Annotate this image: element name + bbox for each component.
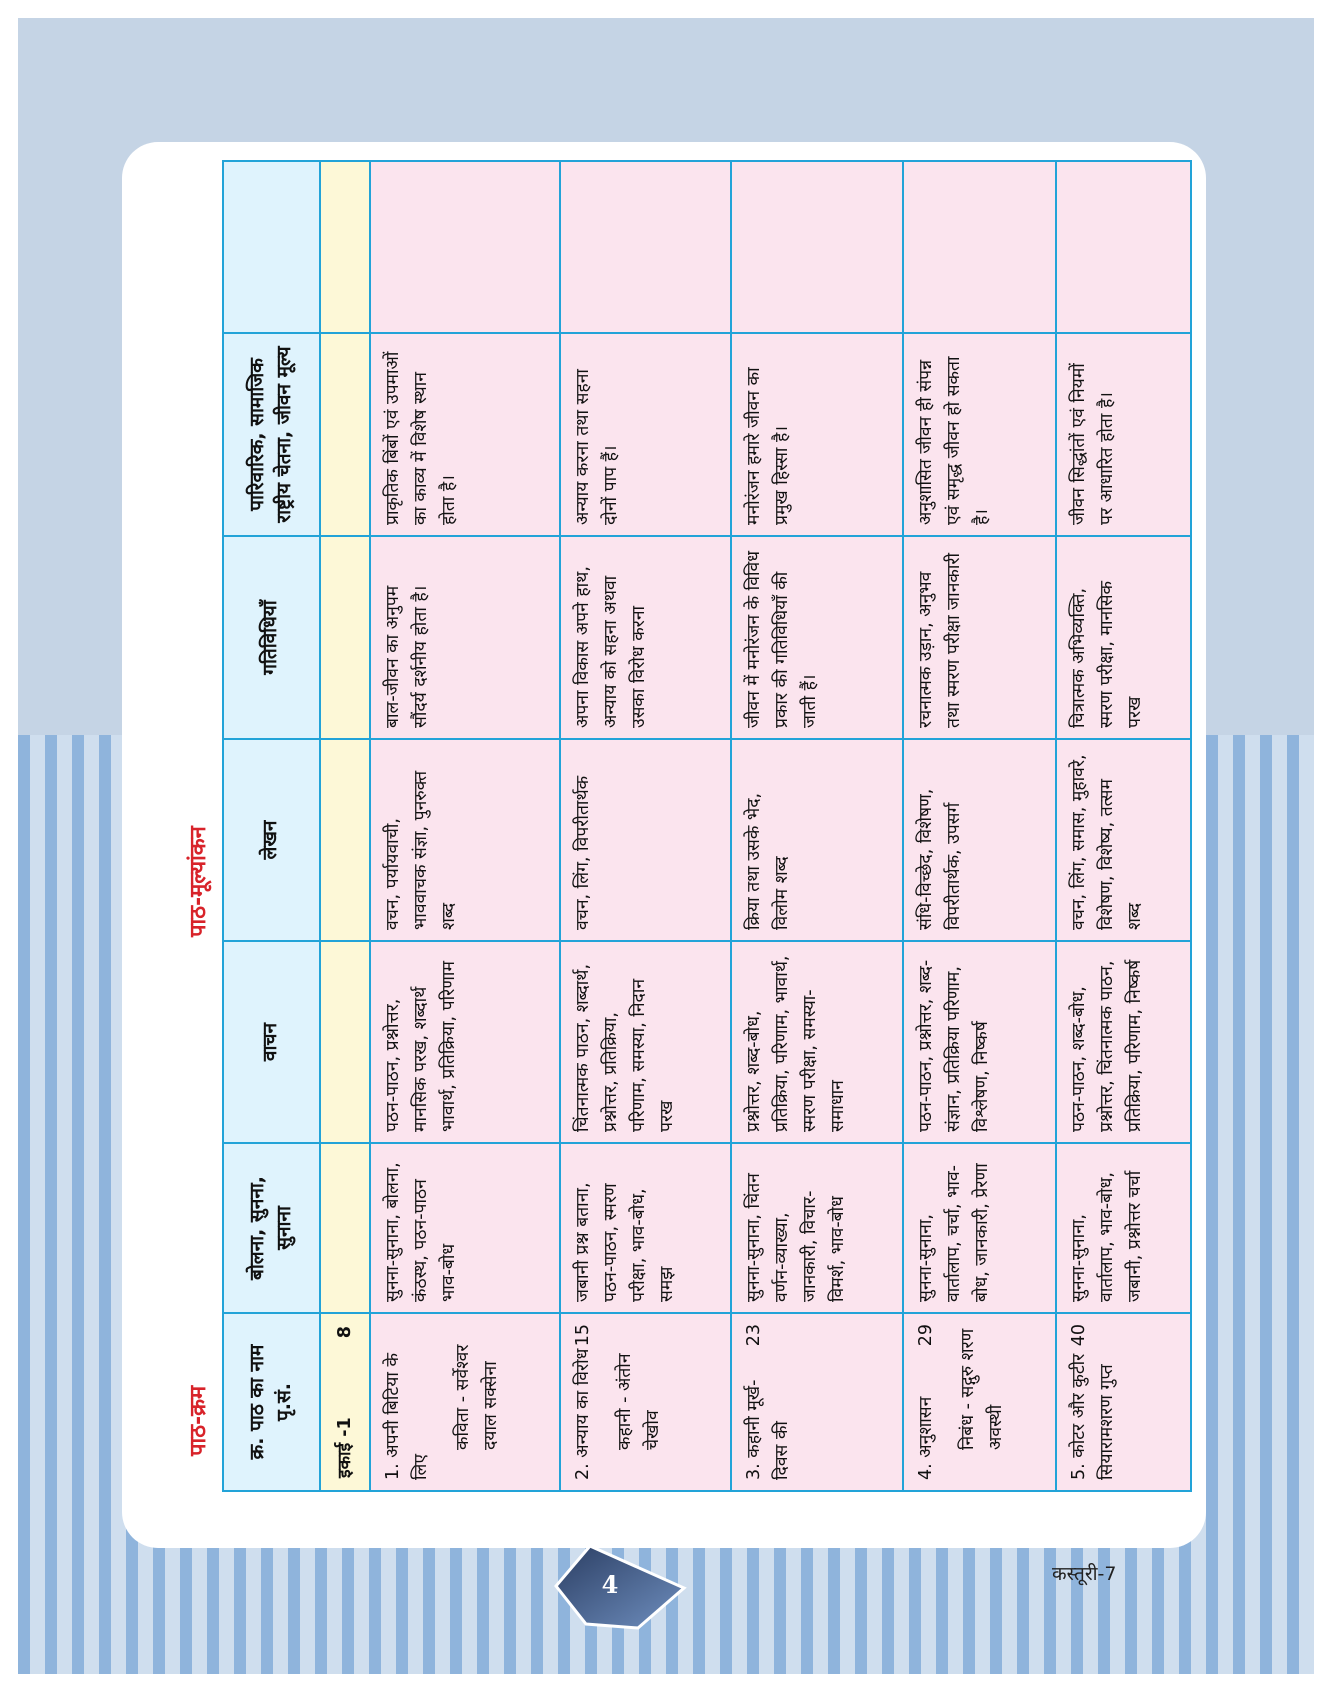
lesson-title-cell bbox=[560, 1313, 732, 1491]
lesson-title-cell bbox=[903, 1313, 1056, 1491]
writing-cell: वचन, लिंग, समास, मुहावरे, विशेषण, विशेष्य, तत्सम शब्द bbox=[1056, 739, 1191, 941]
rotated-table-area bbox=[178, 162, 1192, 1492]
lesson-row bbox=[903, 161, 1056, 1491]
activities-cell: बाल-जीवन का अनुपम सौंदर्य दर्शनीय होता है। bbox=[370, 536, 560, 739]
activities-cell: अपना विकास अपने हाथ, अन्याय को सहना अथवा उसका विरोध करना bbox=[560, 536, 732, 739]
lesson-title: 1. अपनी बिटिया के लिए bbox=[382, 1353, 431, 1480]
lesson-title-cell bbox=[370, 1313, 560, 1491]
unit-row bbox=[320, 161, 370, 1491]
unit-page: 8 bbox=[334, 1326, 355, 1339]
reading-cell: चिंतनात्मक पाठन, शब्दार्थ, प्रश्नोत्तर, प्रतिक्रिया, परिणाम, समस्या, निदान परख bbox=[560, 941, 732, 1143]
header-writing: लेखन bbox=[223, 739, 320, 941]
page-number: 4 bbox=[601, 1570, 619, 1599]
speaking-cell: सुनना-सुनाना, बोलना, कंठस्थ, पठन-पाठन भाव-बोध bbox=[370, 1143, 560, 1313]
syllabus-table bbox=[222, 160, 1192, 1492]
lesson-row bbox=[370, 161, 560, 1491]
speaking-cell: जबानी प्रश्न बताना, पठन-पाठन, स्मरण परीक्षा, भाव-बोध, समझ bbox=[560, 1143, 732, 1313]
activities-cell: चित्रात्मक अभिव्यक्ति, स्मरण परीक्षा, मानसिक परख bbox=[1056, 536, 1191, 739]
lesson-author: निबंध - सद्गुरु शरण अवस्थी bbox=[958, 1328, 1007, 1450]
values-cell: मनोरंजन हमारे जीवन का प्रमुख हिस्सा है। bbox=[731, 333, 903, 536]
lesson-title: 4. अनुशासन bbox=[916, 1396, 937, 1480]
speaking-cell: सुनना-सुनाना, चिंतन वर्णन-व्याख्या, जानकारी, विचार-विमर्श, भाव-बोध bbox=[731, 1143, 903, 1313]
unit-cell bbox=[320, 1313, 370, 1491]
header-blank bbox=[223, 161, 320, 333]
header-row bbox=[223, 161, 320, 1491]
lesson-title-cell bbox=[1056, 1313, 1191, 1491]
activities-cell: रचनात्मक उड़ान, अनुभव तथा स्मरण परीक्षा जानकारी bbox=[903, 536, 1056, 739]
header-page: पृ.सं. bbox=[273, 1382, 296, 1422]
lesson-author: कहानी - अंतोन चेखोव bbox=[614, 1353, 663, 1450]
header-activities: गतिविधियाँ bbox=[223, 536, 320, 739]
footer-book-title: कस्तूरी-7 bbox=[1052, 1563, 1117, 1585]
writing-cell: संधि-विच्छेद, विशेषण, विपरीतार्थक, उपसर्ग bbox=[903, 739, 1056, 941]
values-cell: अन्याय करना तथा सहना दोनों पाप हैं। bbox=[560, 333, 732, 536]
reading-cell: प्रश्नोत्तर, शब्द-बोध, प्रतिक्रिया, परिणाम, भावार्थ, स्मरण परीक्षा, समस्या-समाधान bbox=[731, 941, 903, 1143]
caption-evaluation: पाठ-मूल्यांकन bbox=[186, 826, 211, 937]
lesson-row bbox=[1056, 161, 1191, 1491]
lesson-title-cell bbox=[731, 1313, 903, 1491]
header-values: पारिवारिक, सामाजिक राष्ट्रीय चेतना, जीवन मूल्य bbox=[223, 333, 320, 536]
lesson-author: कविता - सर्वेश्वर दयाल सक्सेना bbox=[452, 1344, 501, 1450]
header-speaking: बोलना, सुनना, सुनाना bbox=[223, 1143, 320, 1313]
lesson-page: 40 bbox=[1069, 1324, 1090, 1347]
values-cell: प्राकृतिक बिंबों एवं उपमाओं का काव्य में विशेष स्थान होता है। bbox=[370, 333, 560, 536]
activities-cell: जीवन में मनोरंजन के विविध प्रकार की गतिविधियाँ की जाती हैं। bbox=[731, 536, 903, 739]
writing-cell: वचन, लिंग, विपरीतार्थक bbox=[560, 739, 732, 941]
unit-label: इकाई -1 bbox=[334, 1417, 355, 1478]
values-cell: अनुशासित जीवन ही संपन्न एवं समृद्ध जीवन हो सकता है। bbox=[903, 333, 1056, 536]
header-lesson: क्र. पाठ का नाम पृ.सं. bbox=[223, 1313, 320, 1491]
lesson-page: 23 bbox=[744, 1324, 765, 1347]
caption-sequence: पाठ-क्रम bbox=[186, 1385, 211, 1456]
writing-cell: वचन, पर्यायवाची, भाववाचक संज्ञा, पुनरुक्त शब्द bbox=[370, 739, 560, 941]
lesson-title: 3. कहानी मूर्ख-दिवस की bbox=[744, 1379, 793, 1480]
lesson-row bbox=[560, 161, 732, 1491]
reading-cell: पठन-पाठन, शब्द-बोध, प्रश्नोत्तर, चिंतनात्मक पाठन, प्रतिक्रिया, परिणाम, निष्कर्ष bbox=[1056, 941, 1191, 1143]
reading-cell: पठन-पाठन, प्रश्नोत्तर, मानसिक परख, शब्दार्थ भावार्थ, प्रतिक्रिया, परिणाम bbox=[370, 941, 560, 1143]
header-reading: वाचन bbox=[223, 941, 320, 1143]
reading-cell: पठन-पाठन, प्रश्नोत्तर, शब्द-संज्ञान, प्रतिक्रिया परिणाम, विश्लेषण, निष्कर्ष bbox=[903, 941, 1056, 1143]
lesson-row bbox=[731, 161, 903, 1491]
lesson-title: 5. कोटर और कुटीर सियारामशरण गुप्त bbox=[1069, 1353, 1118, 1480]
speaking-cell: सुनना-सुनाना, वार्तालाप, चर्चा, भाव-बोध, जानकारी, प्रेरणा bbox=[903, 1143, 1056, 1313]
values-cell: जीवन सिद्धांतों एवं नियमों पर आधारित होता है। bbox=[1056, 333, 1191, 536]
lesson-title: 2. अन्याय का विरोध bbox=[572, 1348, 593, 1480]
lesson-page: 15 bbox=[572, 1324, 593, 1347]
caption-row bbox=[178, 162, 222, 1492]
lesson-page: 29 bbox=[916, 1324, 937, 1347]
speaking-cell: सुनना-सुनाना, वार्तालाप, भाव-बोध, जबानी, प्रश्नोत्तर चर्चा bbox=[1056, 1143, 1191, 1313]
writing-cell: क्रिया तथा उसके भेद, विलोम शब्द bbox=[731, 739, 903, 941]
